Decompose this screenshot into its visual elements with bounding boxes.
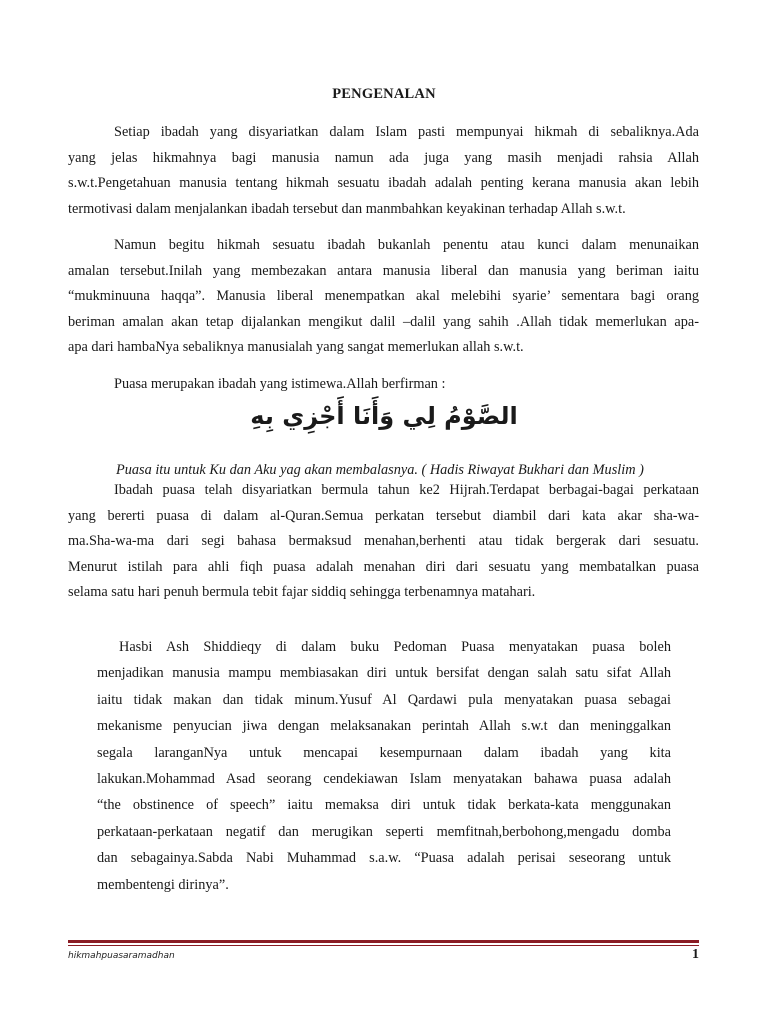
- quote-line: “the obstinence of speech” iaitu memaksa diri untuk tidak berkata-kata menggunakan: [97, 797, 671, 814]
- quote-line: perkataan-perkataan negatif dan merugikan seperti memfitnah,berbohong,mengadu domba: [97, 823, 671, 840]
- quote-line: iaitu tidak makan dan tidak minum.Yusuf Al Qardawi pula menyatakan puasa sebagai: [97, 691, 671, 708]
- paragraph-liberal: [68, 233, 699, 361]
- quote-line: lakukan.Mohammad Asad seorang cendekiawan Islam menyatakan bahawa puasa adalah: [97, 771, 671, 788]
- paragraph-line: yang jelas hikmahnya bagi manusia namun ada juga yang masih menjadi rahsia Allah: [68, 149, 699, 166]
- verse-translation: Puasa itu untuk Ku dan Aku yag akan membalasnya. ( Hadis Riwayat Bukhari dan Muslim ): [116, 462, 644, 478]
- quote-line: menjadikan manusia mampu membiasakan diri untuk bersifat dengan salah satu sifat Allah: [97, 665, 671, 682]
- paragraph-line: Menurut istilah para ahli fiqh puasa adalah menahan diri dari sesuatu yang membatalkan puasa: [68, 558, 699, 575]
- paragraph-line: ma.Sha-wa-ma dari segi bahasa bermaksud menahan,berhenti atau tidak bergerak dari sesuatu.: [68, 533, 699, 550]
- quote-line: mekanisme penyucian jiwa dengan melaksanakan perintah Allah s.w.t dan meninggalkan: [97, 718, 671, 735]
- footer-label: hikmahpuasaramadhan: [68, 951, 175, 961]
- paragraph-line: termotivasi dalam menjalankan ibadah tersebut dan manmbahkan keyakinan terhadap Allah s.w.t.: [68, 200, 626, 217]
- quote-line: dan sebagainya.Sabda Nabi Muhammad s.a.w. “Puasa adalah perisai seseorang untuk: [97, 850, 671, 867]
- paragraph-firman: [68, 372, 699, 398]
- arabic-verse: الصَّوْمُ لِي وَأَنَا أَجْزِي بِهِ: [250, 402, 518, 430]
- paragraph-line: apa dari hambaNya sebaliknya manusialah yang sangat memerlukan allah s.w.t.: [68, 339, 524, 356]
- paragraph-line: s.w.t.Pengetahuan manusia tentang hikmah sesuatu ibadah adalah penting kerana manusia akan lebih: [68, 175, 699, 192]
- block-quote: [97, 634, 671, 898]
- paragraph-line: Puasa merupakan ibadah yang istimewa.Allah berfirman :: [114, 376, 446, 392]
- footer-rule-thin: [68, 945, 699, 946]
- footer-rule-thick: [68, 940, 699, 943]
- paragraph-line: amalan tersebut.Inilah yang membezakan antara manusia liberal dan manusia yang beriman iaitu: [68, 262, 699, 279]
- page-number: 1: [692, 947, 699, 962]
- page-title: PENGENALAN: [332, 86, 436, 102]
- quote-line: segala laranganNya untuk mencapai kesempurnaan dalam ibadah yang kita: [97, 744, 671, 761]
- paragraph-line: beriman amalan akan tetap dijalankan mengikut dalil –dalil yang sahih .Allah tidak memerlukan apa-: [68, 313, 699, 330]
- paragraph-line: yang bererti puasa di dalam al-Quran.Semua perkatan tersebut diambil dari kata akar sha-wa-: [68, 507, 699, 524]
- paragraph-history: [68, 478, 699, 606]
- paragraph-line: Setiap ibadah yang disyariatkan dalam Islam pasti mempunyai hikmah di sebaliknya.Ada: [114, 124, 699, 140]
- paragraph-intro: [68, 120, 699, 222]
- paragraph-line: “mukminuuna haqqa”. Manusia liberal menempatkan akal melebihi syarie’ sementara bagi orang: [68, 288, 699, 305]
- paragraph-line: Ibadah puasa telah disyariatkan bermula tahun ke2 Hijrah.Terdapat berbagai-bagai perkataan: [114, 482, 699, 498]
- quote-line: membentengi dirinya”.: [97, 876, 229, 893]
- paragraph-line: Namun begitu hikmah sesuatu ibadah bukanlah penentu atau kunci dalam menunaikan: [114, 237, 699, 253]
- quote-line: Hasbi Ash Shiddieqy di dalam buku Pedoman Puasa menyatakan puasa boleh: [119, 639, 671, 655]
- paragraph-line: selama satu hari penuh bermula tebit fajar siddiq sehingga terbenamnya matahari.: [68, 584, 536, 601]
